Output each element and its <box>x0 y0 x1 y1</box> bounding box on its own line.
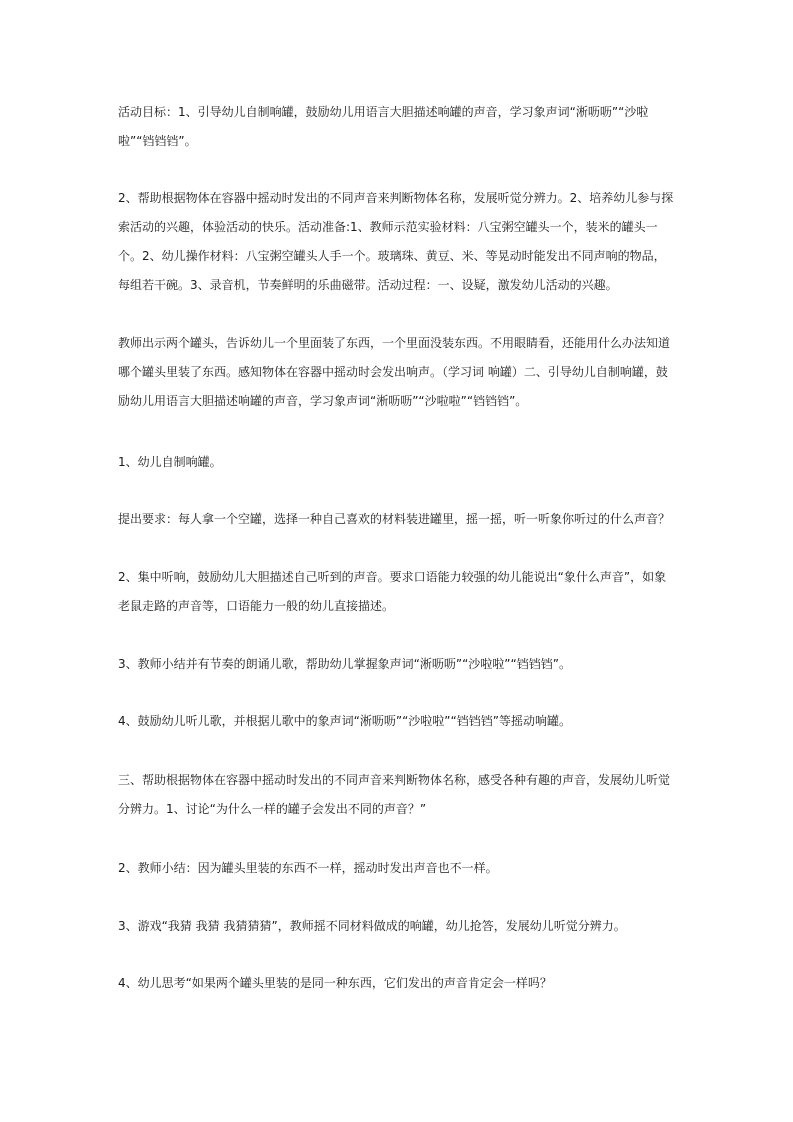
paragraph-goals-and-preparation: 2、帮助根据物体在容器中摇动时发出的不同声音来判断物体名称，发展听觉分辨力。2、培养幼儿参与探索活动的兴趣，体验活动的快乐。活动准备:1、教师示范实验材料：八宝粥空罐头一个，装米的罐头一个。2、幼儿操作材料：八宝粥空罐头人手一个。玻璃珠、黄豆、米、等晃动时能发出不同声响的物品，每组若干碗。3、录音机，节奏鲜明的乐曲磁带。活动过程：一、设疑，激发幼儿活动的兴趣。 <box>118 191 674 292</box>
paragraph-guessing-game: 3、游戏“我猜 我猜 我猜猜猜”，教师摇不同材料做成的响罐，幼儿抢答，发展幼儿听觉分辨力。 <box>118 919 626 933</box>
paragraph-child-thinking: 4、幼儿思考“如果两个罐头里装的是同一种东西，它们发出的声音肯定会一样吗？ <box>118 976 552 990</box>
paragraph-teacher-demo: 教师出示两个罐头，告诉幼儿一个里面装了东西，一个里面没装东西。不用眼睛看，还能用什么办法知道哪个罐头里装了东西。感知物体在容器中摇动时会发出响声。（学习词 响罐）二、引导幼儿自制响罐，鼓励幼儿用语言大胆描述响罐的声音，学习象声词“淅呖呖”“沙啦啦”“铛铛铛”。 <box>118 336 671 408</box>
paragraph-teacher-summary: 2、教师小结：因为罐头里装的东西不一样，摇动时发出声音也不一样。 <box>118 861 498 875</box>
paragraph-requirements: 提出要求：每人拿一个空罐，选择一种自己喜欢的材料装进罐里，摇一摇，听一听象你听过的什么声音？ <box>118 512 671 526</box>
document-page <box>118 0 676 1122</box>
paragraph-step-4: 4、鼓励幼儿听儿歌，并根据儿歌中的象声词“淅呖呖”“沙啦啦”“铛铛铛”等摇动响罐。 <box>118 714 571 728</box>
paragraph-activity-goals: 活动目标：1、引导幼儿自制响罐，鼓励幼儿用语言大胆描述响罐的声音，学习象声词“淅呖呖”“沙啦啦”“铛铛铛”。 <box>118 105 649 148</box>
paragraph-step-2: 2、集中听响，鼓励幼儿大胆描述自己听到的声音。要求口语能力较强的幼儿能说出“象什么声音”，如象老鼠走路的声音等，口语能力一般的幼儿直接描述。 <box>118 570 667 613</box>
paragraph-section-three: 三、帮助根据物体在容器中摇动时发出的不同声音来判断物体名称，感受各种有趣的声音，发展幼儿听觉分辨力。1、讨论“为什么一样的罐子会发出不同的声音？” <box>118 773 671 816</box>
paragraph-step-1: 1、幼儿自制响罐。 <box>118 455 222 469</box>
paragraph-step-3: 3、教师小结并有节奏的朗诵儿歌，帮助幼儿掌握象声词“淅呖呖”“沙啦啦”“铛铛铛”。 <box>118 657 571 671</box>
